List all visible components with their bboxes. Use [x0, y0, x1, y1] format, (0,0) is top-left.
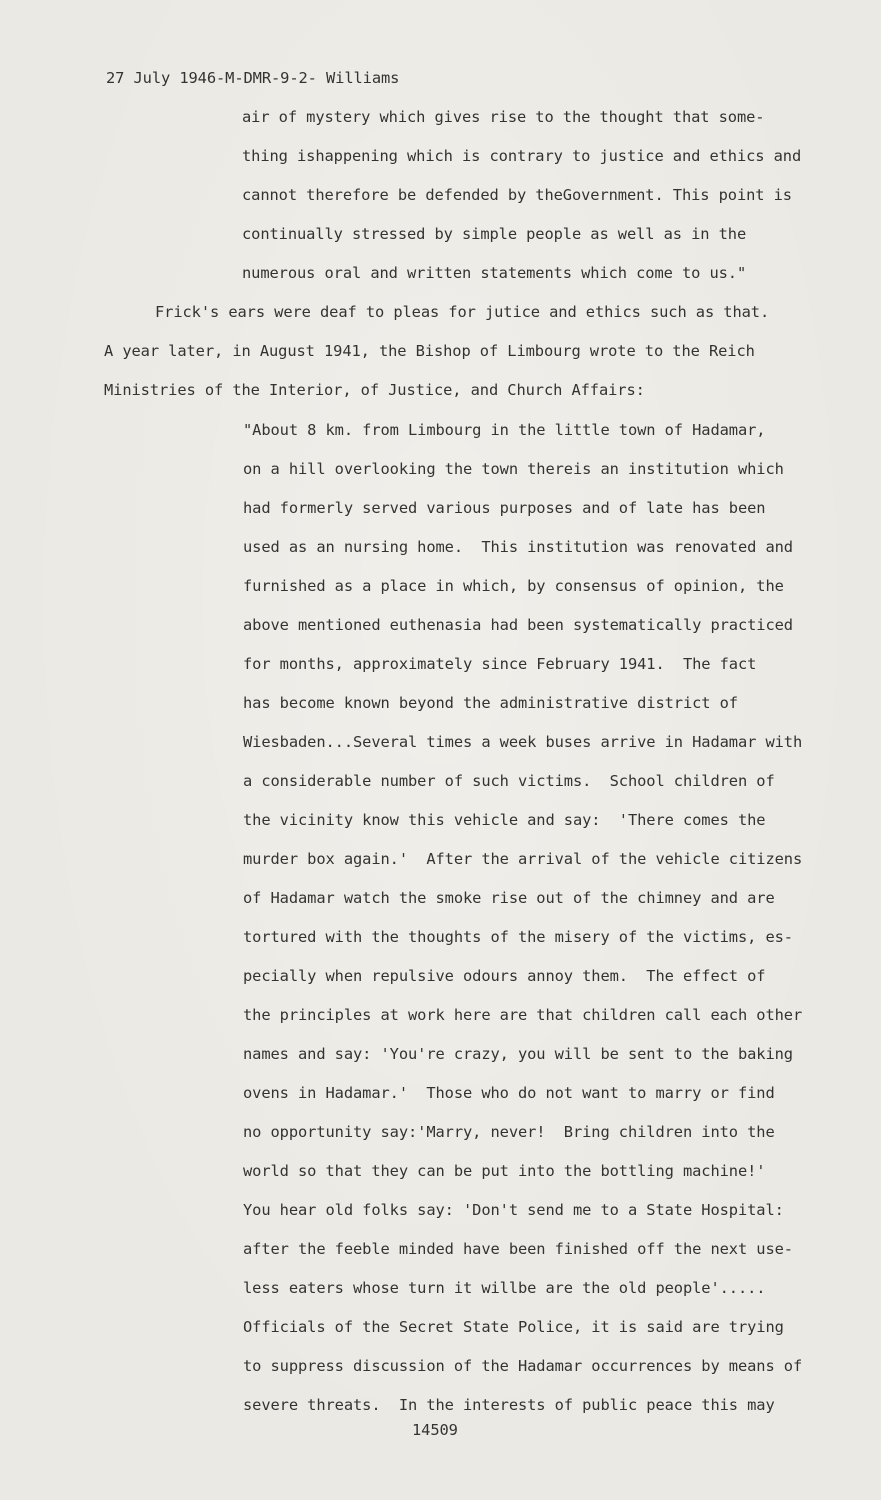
quote-line: air of mystery which gives rise to the thought that some- — [242, 108, 765, 126]
narrative-line: A year later, in August 1941, the Bishop of Limbourg wrote to the Reich — [104, 342, 755, 360]
letter-line: on a hill overlooking the town thereis an institution which — [243, 460, 784, 478]
letter-line: severe threats. In the interests of public peace this may — [243, 1396, 775, 1414]
narrative-line: Frick's ears were deaf to pleas for jutice and ethics such as that. — [155, 303, 770, 321]
letter-line: has become known beyond the administrative district of — [243, 694, 738, 712]
letter-line: tortured with the thoughts of the misery of the victims, es- — [243, 928, 793, 946]
letter-line: had formerly served various purposes and of late has been — [243, 499, 766, 517]
letter-line: above mentioned euthenasia had been systematically practiced — [243, 616, 793, 634]
letter-line: "About 8 km. from Limbourg in the little town of Hadamar, — [243, 421, 766, 439]
quote-line: numerous oral and written statements which come to us." — [242, 264, 747, 282]
letter-line: less eaters whose turn it willbe are the old people'..... — [243, 1279, 766, 1297]
letter-line: furnished as a place in which, by consensus of opinion, the — [243, 577, 784, 595]
quote-line: continually stressed by simple people as well as in the — [242, 225, 747, 243]
letter-line: murder box again.' After the arrival of the vehicle citizens — [243, 850, 803, 868]
letter-line: Officials of the Secret State Police, it is said are trying — [243, 1318, 784, 1336]
letter-line: to suppress discussion of the Hadamar occurrences by means of — [243, 1357, 803, 1375]
letter-line: after the feeble minded have been finished off the next use- — [243, 1240, 793, 1258]
letter-line: for months, approximately since February 1941. The fact — [243, 655, 757, 673]
quote-line: cannot therefore be defended by theGovernment. This point is — [242, 186, 792, 204]
letter-line: of Hadamar watch the smoke rise out of the chimney and are — [243, 889, 775, 907]
letter-line: the principles at work here are that children call each other — [243, 1006, 803, 1024]
letter-line: Wiesbaden...Several times a week buses arrive in Hadamar with — [243, 733, 803, 751]
letter-line: a considerable number of such victims. School children of — [243, 772, 775, 790]
letter-line: the vicinity know this vehicle and say: 'There comes the — [243, 811, 766, 829]
letter-line: used as an nursing home. This institution was renovated and — [243, 538, 793, 556]
letter-line: ovens in Hadamar.' Those who do not want to marry or find — [243, 1084, 775, 1102]
page-header: 27 July 1946-M-DMR-9-2- Williams — [106, 69, 400, 87]
letter-line: no opportunity say:'Marry, never! Bring children into the — [243, 1123, 775, 1141]
quote-line: thing ishappening which is contrary to justice and ethics and — [242, 147, 802, 165]
letter-line: names and say: 'You're crazy, you will be sent to the baking — [243, 1045, 793, 1063]
letter-line: pecially when repulsive odours annoy them. The effect of — [243, 967, 766, 985]
narrative-line: Ministries of the Interior, of Justice, and Church Affairs: — [104, 381, 645, 399]
page-number: 14509 — [412, 1421, 458, 1439]
letter-line: world so that they can be put into the bottling machine!' — [243, 1162, 766, 1180]
letter-line: You hear old folks say: 'Don't send me to a State Hospital: — [243, 1201, 784, 1219]
